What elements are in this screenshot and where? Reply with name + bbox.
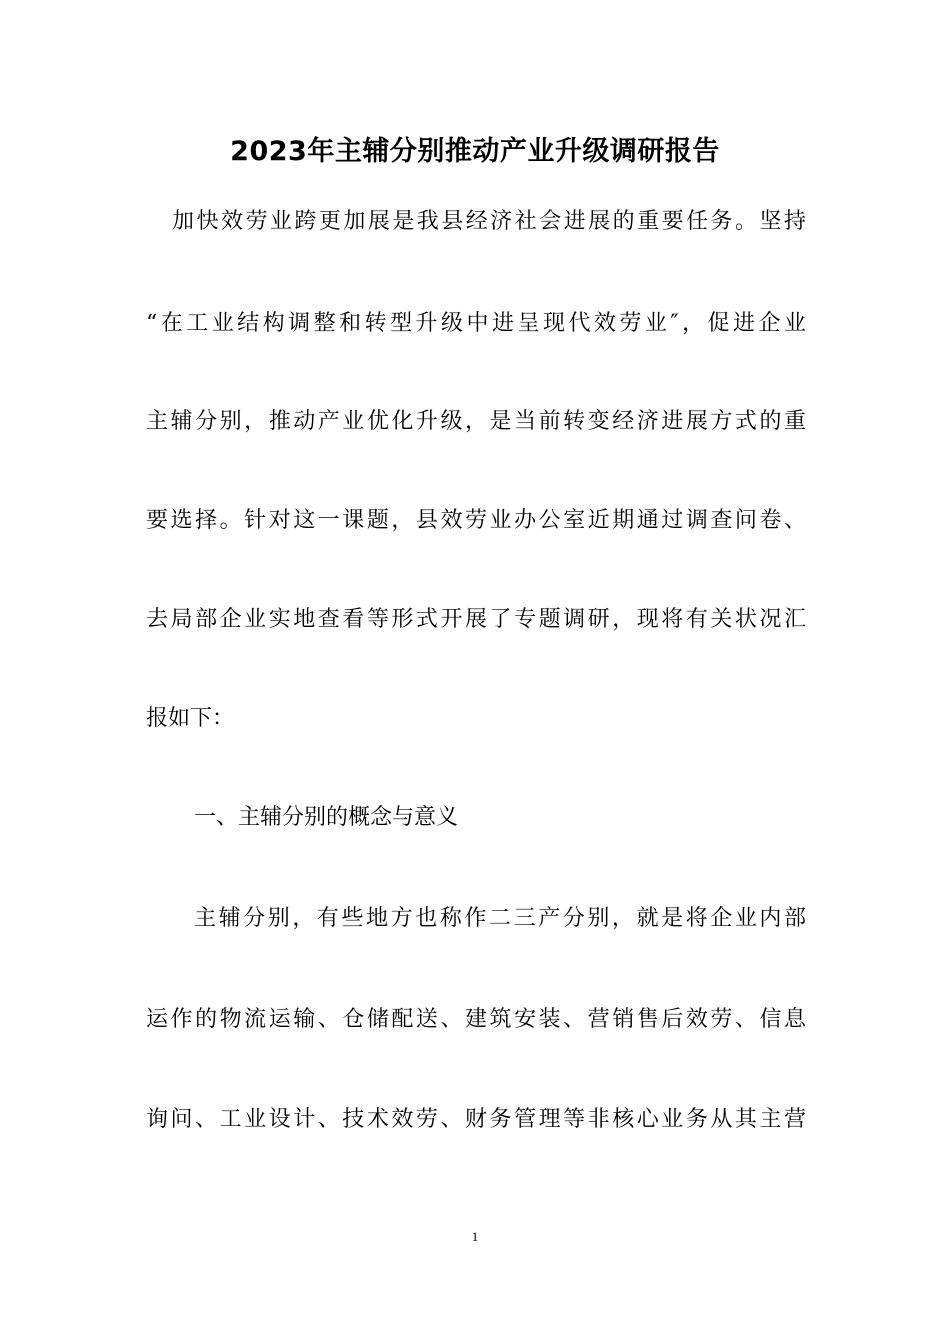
- paragraph-line-8: 运作的物流运输、仓储配送、建筑安装、营销售后效劳、信息: [146, 1007, 806, 1032]
- document-title: 2023年主辅分别推动产业升级调研报告: [230, 136, 720, 167]
- paragraph-line-3: 主辅分别，推动产业优化升级，是当前转变经济进展方式的重: [146, 409, 806, 434]
- paragraph-line-4: 要选择。针对这一课题，县效劳业办公室近期通过调查问卷、: [146, 508, 806, 533]
- paragraph-line-1: 加快效劳业跨更加展是我县经济社会进展的重要任务。坚持: [172, 209, 806, 234]
- paragraph-line-9: 询问、工业设计、技术效劳、财务管理等非核心业务从其主营: [146, 1107, 806, 1132]
- paragraph-line-7: 主辅分别，有些地方也称作二三产分别，就是将企业内部: [194, 906, 806, 931]
- paragraph-line-2: “在工业结构调整和转型升级中进呈现代效劳业″，促进企业: [146, 311, 806, 336]
- page-number: 1: [471, 1229, 479, 1244]
- section-heading-1: 一、主辅分别的概念与意义: [194, 805, 459, 830]
- paragraph-line-5: 去局部企业实地查看等形式开展了专题调研，现将有关状况汇: [146, 607, 806, 632]
- paragraph-line-6: 报如下：: [146, 706, 235, 731]
